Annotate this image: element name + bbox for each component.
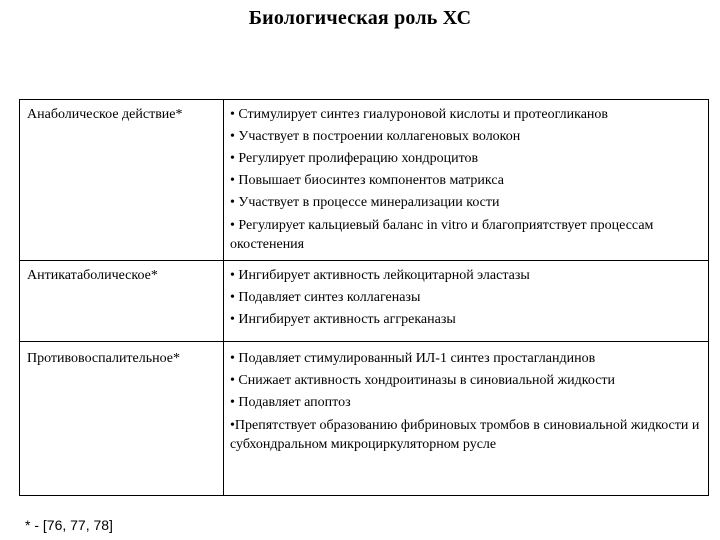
list-item: • Участвует в построении коллагеновых волокон [230, 129, 521, 144]
row-items-list [230, 348, 704, 454]
list-item: • Подавляет стимулированный ИЛ-1 синтез простагландинов [230, 351, 596, 366]
row-heading: Антикатаболическое* [27, 268, 158, 283]
list-item: • Подавляет апоптоз [230, 395, 351, 410]
list-item: • Снижает активность хондроитиназы в синовиальной жидкости [230, 373, 616, 388]
table-row-anticatabolic [20, 261, 708, 341]
list-item: • Стимулирует синтез гиалуроновой кислоты и протеогликанов [230, 107, 609, 122]
list-item: • Регулирует кальциевый баланс in vitro и благоприятствует процессам окостенения [230, 218, 654, 252]
list-item: • Участвует в процессе минерализации кости [230, 195, 500, 210]
list-item: • Ингибирует активность аггреканазы [230, 312, 456, 327]
page-title: Биологическая роль ХС [248, 7, 472, 29]
table-row-antiinflammatory [20, 342, 708, 495]
list-item: •Препятствует образованию фибриновых тромбов в синовиальной жидкости и субхондральном микроциркуляторном русле [230, 418, 700, 452]
list-item: • Ингибирует активность лейкоцитарной эластазы [230, 268, 530, 283]
list-item: • Повышает биосинтез компонентов матрикса [230, 173, 504, 188]
table-row-anabolic [20, 100, 708, 260]
row-heading: Противовоспалительное* [27, 351, 181, 366]
list-item: • Подавляет синтез коллагеназы [230, 290, 421, 305]
roles-table [19, 99, 709, 496]
row-items-list [230, 104, 704, 254]
row-items-list [230, 265, 704, 331]
list-item: • Регулирует пролиферацию хондроцитов [230, 151, 479, 166]
footnote: * - [76, 77, 78] [25, 517, 113, 533]
row-heading: Анаболическое действие* [27, 107, 183, 122]
